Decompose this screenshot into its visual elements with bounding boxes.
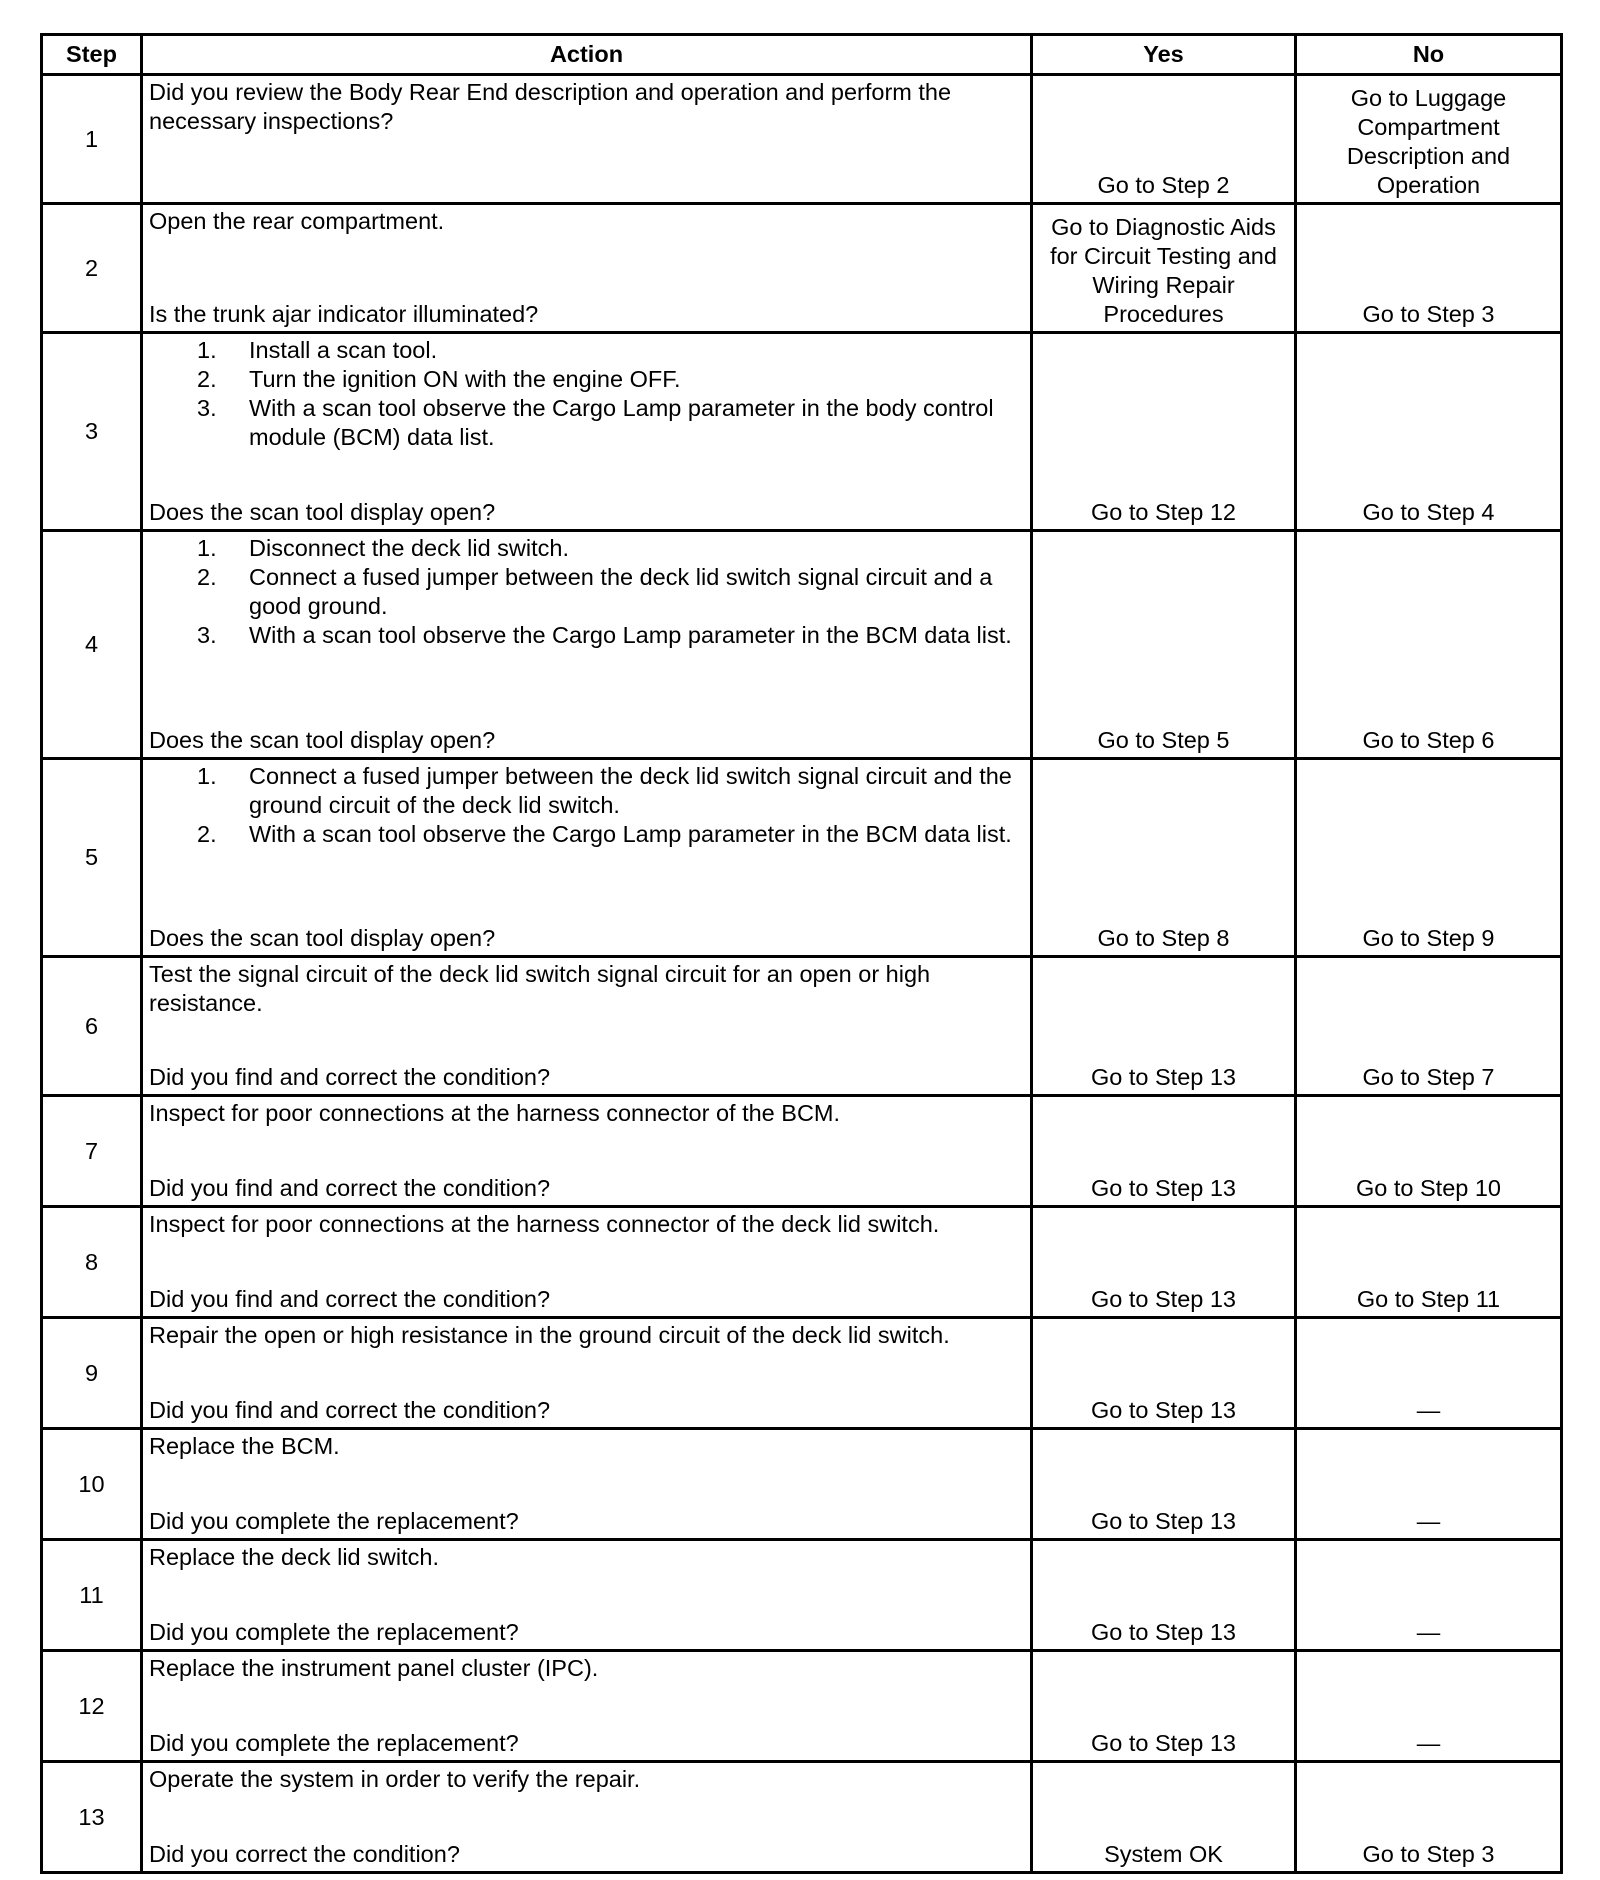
procedure-list xyxy=(149,762,1026,849)
action-question: Does the scan tool display open? xyxy=(149,727,496,753)
no-cell xyxy=(1296,333,1562,531)
action-cell xyxy=(142,204,1032,333)
yes-cell xyxy=(1032,957,1296,1096)
yes-content xyxy=(1033,1208,1294,1316)
no-result: — xyxy=(1416,1730,1441,1756)
no-result: Go to Step 9 xyxy=(1362,925,1495,951)
table-body xyxy=(42,75,1562,1873)
no-result: — xyxy=(1416,1619,1441,1645)
no-cell xyxy=(1296,759,1562,957)
action-question: Did you find and correct the condition? xyxy=(149,1397,551,1423)
step-number: 11 xyxy=(42,1540,142,1651)
action-question: Did you complete the replacement? xyxy=(149,1730,519,1756)
action-instructions xyxy=(149,1099,1026,1128)
no-cell xyxy=(1296,1762,1562,1873)
yes-result: Go to Step 13 xyxy=(1090,1175,1237,1201)
procedure-item: With a scan tool observe the Cargo Lamp parameter in the BCM data list. xyxy=(249,622,1012,648)
yes-cell xyxy=(1032,1207,1296,1318)
action-cell xyxy=(142,333,1032,531)
action-text: Test the signal circuit of the deck lid switch signal circuit for an open or high resistance. xyxy=(149,961,931,1016)
action-question: Does the scan tool display open? xyxy=(149,499,496,525)
procedure-item: With a scan tool observe the Cargo Lamp parameter in the BCM data list. xyxy=(249,821,1012,847)
no-result: Go to Step 6 xyxy=(1362,727,1495,753)
table-row xyxy=(42,1651,1562,1762)
action-instructions xyxy=(149,1765,1026,1794)
no-cell xyxy=(1296,957,1562,1096)
no-result: Go to Step 3 xyxy=(1362,1841,1495,1867)
action-cell xyxy=(142,1318,1032,1429)
table-header xyxy=(42,35,1562,75)
yes-cell xyxy=(1032,1651,1296,1762)
action-content xyxy=(143,1652,1030,1760)
action-cell xyxy=(142,1429,1032,1540)
table-row xyxy=(42,1318,1562,1429)
yes-result: Go to Step 2 xyxy=(1097,172,1230,198)
table-row xyxy=(42,75,1562,204)
no-content xyxy=(1297,1208,1560,1316)
no-content xyxy=(1297,958,1560,1094)
action-instructions xyxy=(149,1210,1026,1239)
yes-result: Go to Step 13 xyxy=(1090,1064,1237,1090)
yes-content xyxy=(1033,1541,1294,1649)
procedure-item: Connect a fused jumper between the deck lid switch signal circuit and the ground circuit of the deck lid switch. xyxy=(249,763,1012,818)
step-number: 4 xyxy=(42,531,142,759)
yes-content xyxy=(1033,1319,1294,1427)
table-row xyxy=(42,1207,1562,1318)
header-no: No xyxy=(1296,35,1562,75)
no-cell xyxy=(1296,1207,1562,1318)
action-cell xyxy=(142,75,1032,204)
yes-cell xyxy=(1032,1429,1296,1540)
action-question: Does the scan tool display open? xyxy=(149,925,496,951)
table-row xyxy=(42,1429,1562,1540)
action-question: Did you find and correct the condition? xyxy=(149,1064,551,1090)
action-instructions xyxy=(149,78,1026,136)
action-instructions xyxy=(149,336,1026,452)
no-result: Go to Luggage Compartment Description and Operation xyxy=(1346,85,1511,198)
no-cell xyxy=(1296,204,1562,333)
action-question: Did you complete the replacement? xyxy=(149,1619,519,1645)
no-content xyxy=(1297,1319,1560,1427)
step-number: 2 xyxy=(42,204,142,333)
step-number: 5 xyxy=(42,759,142,957)
action-cell xyxy=(142,1651,1032,1762)
yes-content xyxy=(1033,958,1294,1094)
action-text: Inspect for poor connections at the harness connector of the deck lid switch. xyxy=(149,1211,940,1237)
action-content xyxy=(143,76,1030,202)
header-row xyxy=(42,35,1562,75)
no-result: Go to Step 10 xyxy=(1355,1175,1502,1201)
procedure-item: Turn the ignition ON with the engine OFF. xyxy=(249,366,681,392)
step-number: 1 xyxy=(42,75,142,204)
yes-cell xyxy=(1032,75,1296,204)
no-result: Go to Step 11 xyxy=(1356,1286,1501,1312)
action-text: Repair the open or high resistance in the ground circuit of the deck lid switch. xyxy=(149,1322,950,1348)
header-step: Step xyxy=(42,35,142,75)
no-result: Go to Step 7 xyxy=(1362,1064,1495,1090)
no-content xyxy=(1297,532,1560,757)
no-content xyxy=(1297,205,1560,331)
step-number: 8 xyxy=(42,1207,142,1318)
no-content xyxy=(1297,1652,1560,1760)
action-instructions xyxy=(149,1432,1026,1461)
yes-content xyxy=(1033,532,1294,757)
action-cell xyxy=(142,1207,1032,1318)
no-result: Go to Step 4 xyxy=(1362,499,1495,525)
action-instructions xyxy=(149,960,1026,1018)
action-text: Inspect for poor connections at the harness connector of the BCM. xyxy=(149,1100,841,1126)
no-cell xyxy=(1296,75,1562,204)
procedure-list xyxy=(149,336,1026,452)
table-row xyxy=(42,1096,1562,1207)
yes-result: Go to Step 8 xyxy=(1097,925,1230,951)
action-content xyxy=(143,205,1030,331)
action-instructions xyxy=(149,534,1026,650)
action-text: Replace the BCM. xyxy=(149,1433,340,1459)
no-content xyxy=(1297,334,1560,529)
table-row xyxy=(42,759,1562,957)
yes-result: Go to Step 13 xyxy=(1090,1397,1237,1423)
action-content xyxy=(143,958,1030,1094)
table-row xyxy=(42,1762,1562,1873)
yes-result: Go to Diagnostic Aids for Circuit Testing and Wiring Repair Procedures xyxy=(1050,214,1277,327)
step-number: 7 xyxy=(42,1096,142,1207)
action-instructions xyxy=(149,207,1026,236)
action-cell xyxy=(142,1096,1032,1207)
yes-cell xyxy=(1032,1762,1296,1873)
no-cell xyxy=(1296,531,1562,759)
step-number: 10 xyxy=(42,1429,142,1540)
yes-cell xyxy=(1032,1318,1296,1429)
yes-cell xyxy=(1032,333,1296,531)
no-content xyxy=(1297,76,1560,202)
action-text: Replace the instrument panel cluster (IPC). xyxy=(149,1655,599,1681)
action-content xyxy=(143,334,1030,529)
action-content xyxy=(143,760,1030,955)
yes-content xyxy=(1033,334,1294,529)
yes-result: System OK xyxy=(1104,1841,1223,1867)
action-cell xyxy=(142,1540,1032,1651)
step-number: 13 xyxy=(42,1762,142,1873)
action-instructions xyxy=(149,762,1026,849)
no-content xyxy=(1297,1097,1560,1205)
action-question: Is the trunk ajar indicator illuminated? xyxy=(149,301,539,327)
yes-cell xyxy=(1032,531,1296,759)
step-number: 9 xyxy=(42,1318,142,1429)
procedure-item: Install a scan tool. xyxy=(249,337,438,363)
no-cell xyxy=(1296,1096,1562,1207)
yes-content xyxy=(1033,1097,1294,1205)
yes-cell xyxy=(1032,759,1296,957)
action-content xyxy=(143,1208,1030,1316)
procedure-item: With a scan tool observe the Cargo Lamp parameter in the body control module (BCM) data list. xyxy=(249,395,994,450)
yes-cell xyxy=(1032,1540,1296,1651)
no-result: — xyxy=(1416,1508,1441,1534)
no-cell xyxy=(1296,1429,1562,1540)
procedure-item: Disconnect the deck lid switch. xyxy=(249,535,570,561)
table-row xyxy=(42,957,1562,1096)
header-action: Action xyxy=(142,35,1032,75)
header-yes: Yes xyxy=(1032,35,1296,75)
no-content xyxy=(1297,1430,1560,1538)
action-text: Open the rear compartment. xyxy=(149,208,445,234)
table-row xyxy=(42,204,1562,333)
no-cell xyxy=(1296,1651,1562,1762)
action-instructions xyxy=(149,1654,1026,1683)
action-question: Did you find and correct the condition? xyxy=(149,1286,551,1312)
yes-result: Go to Step 13 xyxy=(1090,1619,1237,1645)
action-question: Did you correct the condition? xyxy=(149,1841,460,1867)
action-content xyxy=(143,1541,1030,1649)
action-cell xyxy=(142,957,1032,1096)
action-instructions xyxy=(149,1543,1026,1572)
no-result: — xyxy=(1416,1397,1441,1423)
action-cell xyxy=(142,531,1032,759)
action-text: Did you review the Body Rear End description and operation and perform the necessary inspections? xyxy=(149,79,952,134)
action-cell xyxy=(142,759,1032,957)
no-cell xyxy=(1296,1540,1562,1651)
yes-result: Go to Step 5 xyxy=(1097,727,1230,753)
yes-content xyxy=(1033,1652,1294,1760)
no-content xyxy=(1297,760,1560,955)
table-row xyxy=(42,531,1562,759)
action-text: Operate the system in order to verify the repair. xyxy=(149,1766,641,1792)
yes-result: Go to Step 13 xyxy=(1090,1508,1237,1534)
table-row xyxy=(42,1540,1562,1651)
procedure-list xyxy=(149,534,1026,650)
yes-content xyxy=(1033,760,1294,955)
yes-cell xyxy=(1032,1096,1296,1207)
action-question: Did you complete the replacement? xyxy=(149,1508,519,1534)
procedure-item: Connect a fused jumper between the deck lid switch signal circuit and a good ground. xyxy=(249,564,993,619)
diagnostic-table xyxy=(40,33,1563,1874)
yes-result: Go to Step 13 xyxy=(1090,1286,1237,1312)
no-result: Go to Step 3 xyxy=(1362,301,1495,327)
yes-content xyxy=(1033,1430,1294,1538)
no-content xyxy=(1297,1763,1560,1871)
action-content xyxy=(143,1763,1030,1871)
action-question: Did you find and correct the condition? xyxy=(149,1175,551,1201)
yes-cell xyxy=(1032,204,1296,333)
yes-content xyxy=(1033,205,1294,331)
yes-result: Go to Step 12 xyxy=(1090,499,1237,525)
table-row xyxy=(42,333,1562,531)
action-content xyxy=(143,1319,1030,1427)
action-content xyxy=(143,532,1030,757)
yes-result: Go to Step 13 xyxy=(1090,1730,1237,1756)
no-cell xyxy=(1296,1318,1562,1429)
action-content xyxy=(143,1097,1030,1205)
no-content xyxy=(1297,1541,1560,1649)
action-cell xyxy=(142,1762,1032,1873)
action-text: Replace the deck lid switch. xyxy=(149,1544,439,1570)
yes-content xyxy=(1033,1763,1294,1871)
action-instructions xyxy=(149,1321,1026,1350)
action-content xyxy=(143,1430,1030,1538)
step-number: 3 xyxy=(42,333,142,531)
step-number: 6 xyxy=(42,957,142,1096)
step-number: 12 xyxy=(42,1651,142,1762)
yes-content xyxy=(1033,76,1294,202)
